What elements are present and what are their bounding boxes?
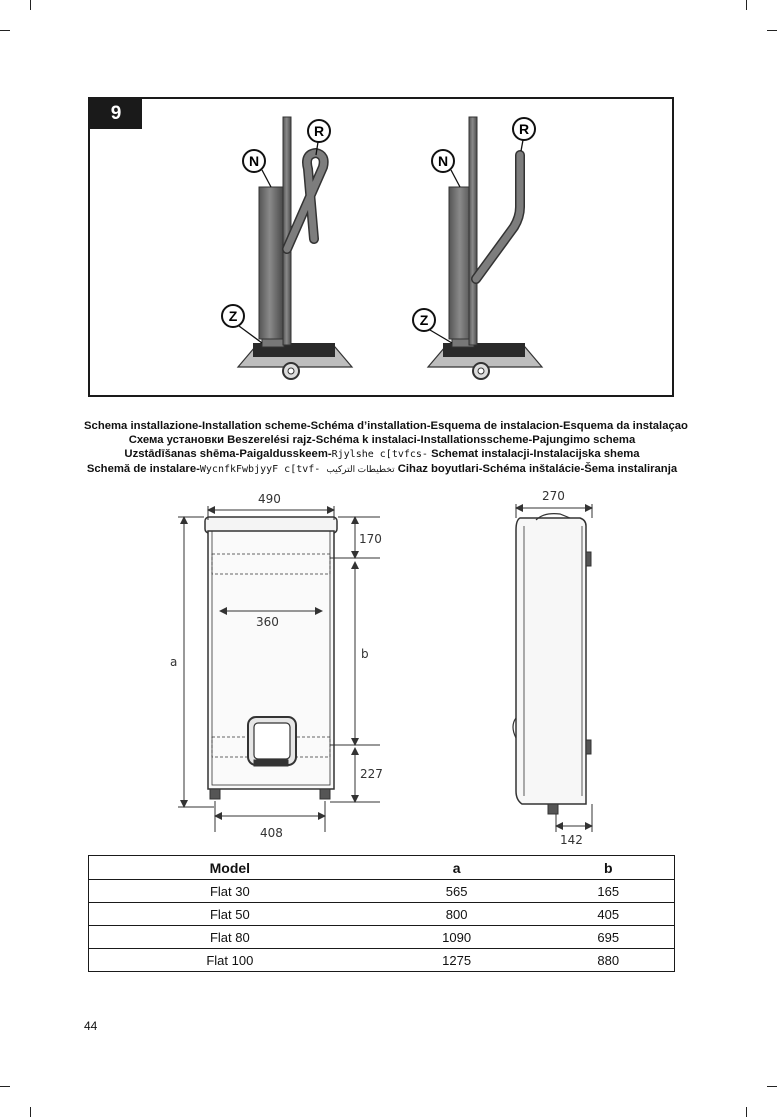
dimension-drawing xyxy=(150,486,610,848)
label-r: R xyxy=(518,121,530,137)
side-view-body xyxy=(516,518,586,804)
assembly-left xyxy=(222,117,352,379)
crop-mark xyxy=(767,1086,777,1087)
column-header-model: Model xyxy=(209,859,251,876)
caption-line: Schema installazione-Installation scheme-Schéma d’installation-Esquema de instalacion-Esquema da instalaçao xyxy=(84,420,688,432)
label-z: Z xyxy=(419,312,429,328)
b-cell: 695 xyxy=(543,926,675,949)
model-cell: Flat 30 xyxy=(89,880,371,903)
model-cell: Flat 80 xyxy=(89,926,371,949)
table-row xyxy=(89,949,675,972)
assembly-right xyxy=(413,117,542,379)
a-cell: 1090 xyxy=(371,926,543,949)
label-n: N xyxy=(437,153,449,169)
dim-height-a: a xyxy=(170,655,178,669)
model-cell: Flat 50 xyxy=(89,903,371,926)
model-dimensions-table xyxy=(88,855,675,972)
figure-9-box xyxy=(88,97,674,397)
crop-mark xyxy=(746,1107,747,1117)
dim-depth: 270 xyxy=(542,489,565,503)
installation-scheme-caption xyxy=(84,419,688,477)
dim-side-offset: 142 xyxy=(560,833,583,847)
crop-mark xyxy=(746,0,747,10)
a-cell: 1275 xyxy=(371,949,543,972)
b-cell: 880 xyxy=(543,949,675,972)
heating-element-illustration xyxy=(90,99,672,395)
dim-bottom-offset: 227 xyxy=(360,767,383,781)
table-header-row xyxy=(89,856,675,880)
label-r: R xyxy=(313,123,325,139)
a-cell: 565 xyxy=(371,880,543,903)
a-cell: 800 xyxy=(371,903,543,926)
dim-mount-spacing: 360 xyxy=(256,615,279,629)
crop-mark xyxy=(30,1107,31,1117)
crop-mark xyxy=(30,0,31,10)
table-row xyxy=(89,903,675,926)
crop-mark xyxy=(767,30,777,31)
dim-width-top: 490 xyxy=(258,492,281,506)
figure-number-badge: 9 xyxy=(90,99,142,129)
dim-mount-height-b: b xyxy=(361,647,369,661)
crop-mark xyxy=(0,30,10,31)
crop-mark xyxy=(0,1086,10,1087)
dim-top-offset: 170 xyxy=(359,532,382,546)
column-header-b: b xyxy=(603,859,613,876)
b-cell: 405 xyxy=(543,903,675,926)
b-cell: 165 xyxy=(543,880,675,903)
table-row xyxy=(89,880,675,903)
table-row xyxy=(89,926,675,949)
label-n: N xyxy=(248,153,260,169)
caption-line: Схема установки Beszerelési rajz-Schéma k instalaci-Installationsscheme-Pajungimo schema xyxy=(128,434,636,446)
page-number: 44 xyxy=(84,1019,98,1033)
caption-line: Schemă de instalare-WycnfkFwbjyyF c[tvf- تخطيطات التركيب Cihaz boyutlari-Schéma inštalácie-Šema instaliranja xyxy=(86,463,678,475)
dim-bottom-spacing: 408 xyxy=(260,826,283,840)
model-cell: Flat 100 xyxy=(89,949,371,972)
column-header-a: a xyxy=(452,859,461,876)
label-z: Z xyxy=(228,308,238,324)
caption-line: Uzstādīšanas shēma-Paigaldusskeem-Rjylshe c[tvfcs- Schemat instalacji-Instalacijska shema xyxy=(124,448,640,460)
